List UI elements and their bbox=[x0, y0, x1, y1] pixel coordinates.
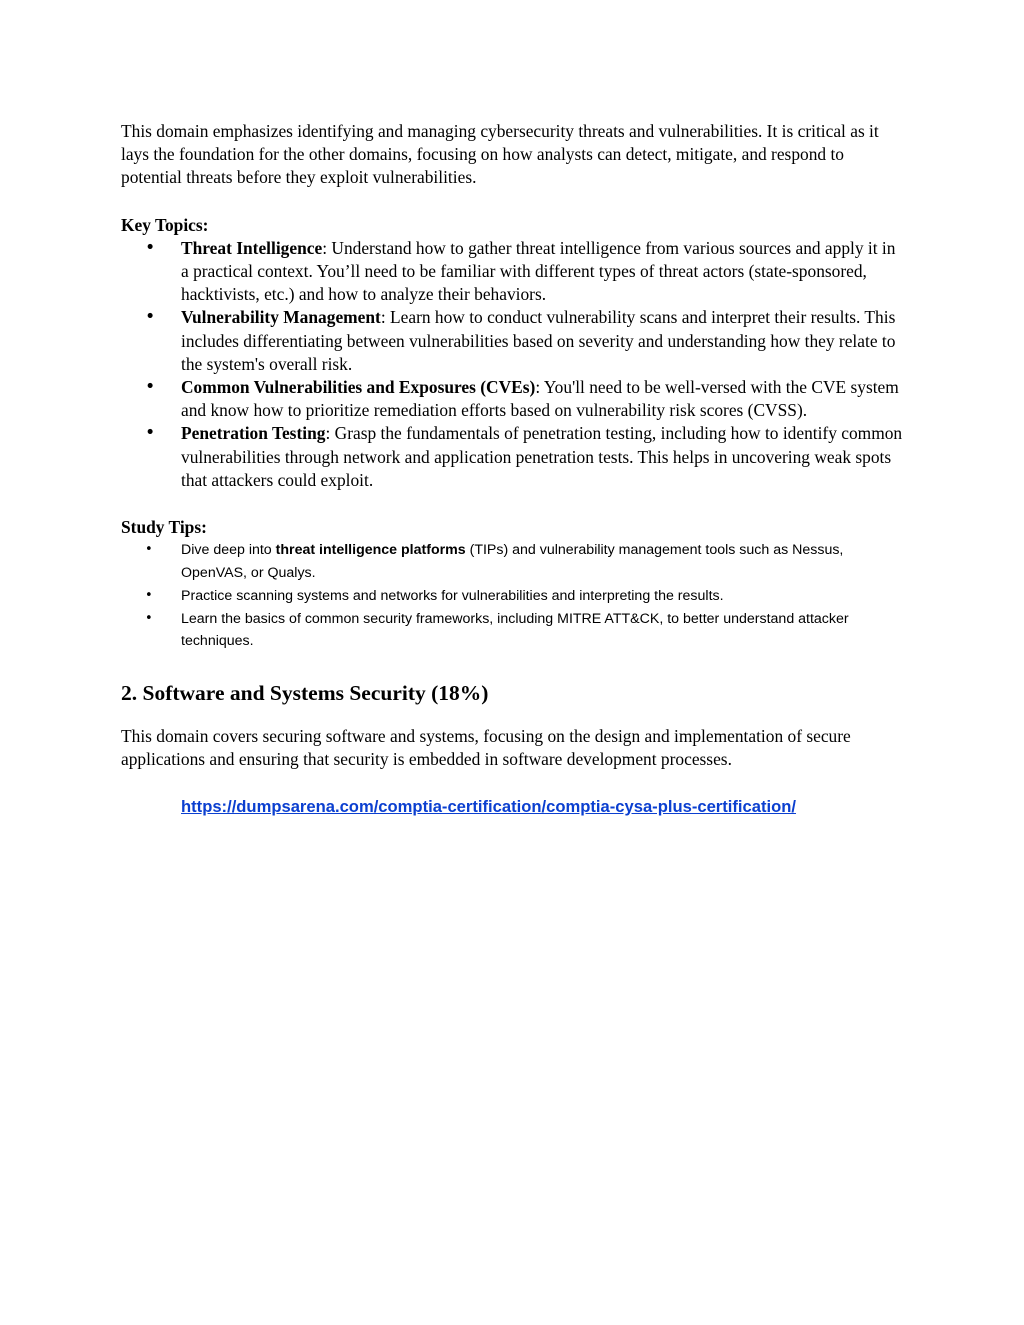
list-item bbox=[121, 237, 906, 307]
list-item bbox=[121, 422, 906, 492]
bullet-icon: • bbox=[145, 587, 153, 603]
tip-text-tail: (TIPs) and vulnerability management tools such as Nessus, OpenVAS, or Qualys. bbox=[181, 542, 844, 582]
tip-bold-text: threat intelligence platforms bbox=[275, 542, 466, 559]
certification-link[interactable]: https://dumpsarena.com/comptia-certification/comptia-cysa-plus-certification/ bbox=[181, 796, 797, 816]
bullet-icon: • bbox=[145, 377, 156, 398]
topic-term: Vulnerability Management bbox=[181, 307, 381, 328]
bullet-icon: • bbox=[145, 610, 153, 626]
key-topics-list bbox=[121, 237, 906, 492]
topic-text: : Understand how to gather threat intelligence from various sources and apply it in a practical context. You’ll need to be familiar with different types of threat actors (state-sponsored, hacktivists, etc.) and how to analyze their behaviors. bbox=[181, 237, 896, 305]
bullet-icon: • bbox=[145, 307, 156, 328]
tip-text: Dive deep into bbox=[181, 542, 276, 559]
document-page bbox=[121, 120, 906, 818]
link-line bbox=[121, 796, 906, 818]
bullet-icon: • bbox=[145, 237, 156, 258]
list-item bbox=[121, 376, 906, 422]
bullet-icon: • bbox=[145, 542, 153, 558]
list-item bbox=[121, 585, 906, 608]
section-title: 2. Software and Systems Security (18%) bbox=[121, 681, 489, 706]
topic-text: : Learn how to conduct vulnerability scans and interpret their results. This includes differentiating between vulnerabilities based on severity and understanding how they relate to the system's overall risk. bbox=[181, 307, 896, 374]
list-item bbox=[121, 539, 906, 585]
topic-term: Threat Intelligence bbox=[181, 237, 323, 258]
topic-term: Common Vulnerabilities and Exposures (CVEs) bbox=[181, 377, 536, 398]
list-item bbox=[121, 306, 906, 376]
study-tips-list bbox=[121, 539, 906, 653]
key-topics-heading: Key Topics: bbox=[121, 214, 209, 235]
list-item bbox=[121, 608, 906, 654]
study-tips-heading: Study Tips: bbox=[121, 517, 207, 538]
tip-text: Practice scanning systems and networks for vulnerabilities and interpreting the results. bbox=[181, 587, 724, 604]
bullet-icon: • bbox=[145, 423, 156, 444]
section-paragraph: This domain covers securing software and systems, focusing on the design and implementation of secure applications and ensuring that security is embedded in software development processes. bbox=[121, 726, 851, 770]
tip-text: Learn the basics of common security frameworks, including MITRE ATT&CK, to better understand attacker techniques. bbox=[181, 610, 849, 650]
intro-paragraph: This domain emphasizes identifying and managing cybersecurity threats and vulnerabilities. It is critical as it lays the foundation for the other domains, focusing on how analysts can detect, mitigate, and respond to potential threats before they exploit vulnerabilities. bbox=[121, 121, 879, 188]
topic-term: Penetration Testing bbox=[181, 423, 326, 444]
topic-text: : You'll need to be well-versed with the CVE system and know how to prioritize remediation efforts based on vulnerability risk scores (CVSS). bbox=[181, 377, 899, 421]
topic-text: : Grasp the fundamentals of penetration testing, including how to identify common vulnerabilities through network and application penetration tests. This helps in uncovering weak spots that attackers could exploit. bbox=[181, 423, 903, 490]
